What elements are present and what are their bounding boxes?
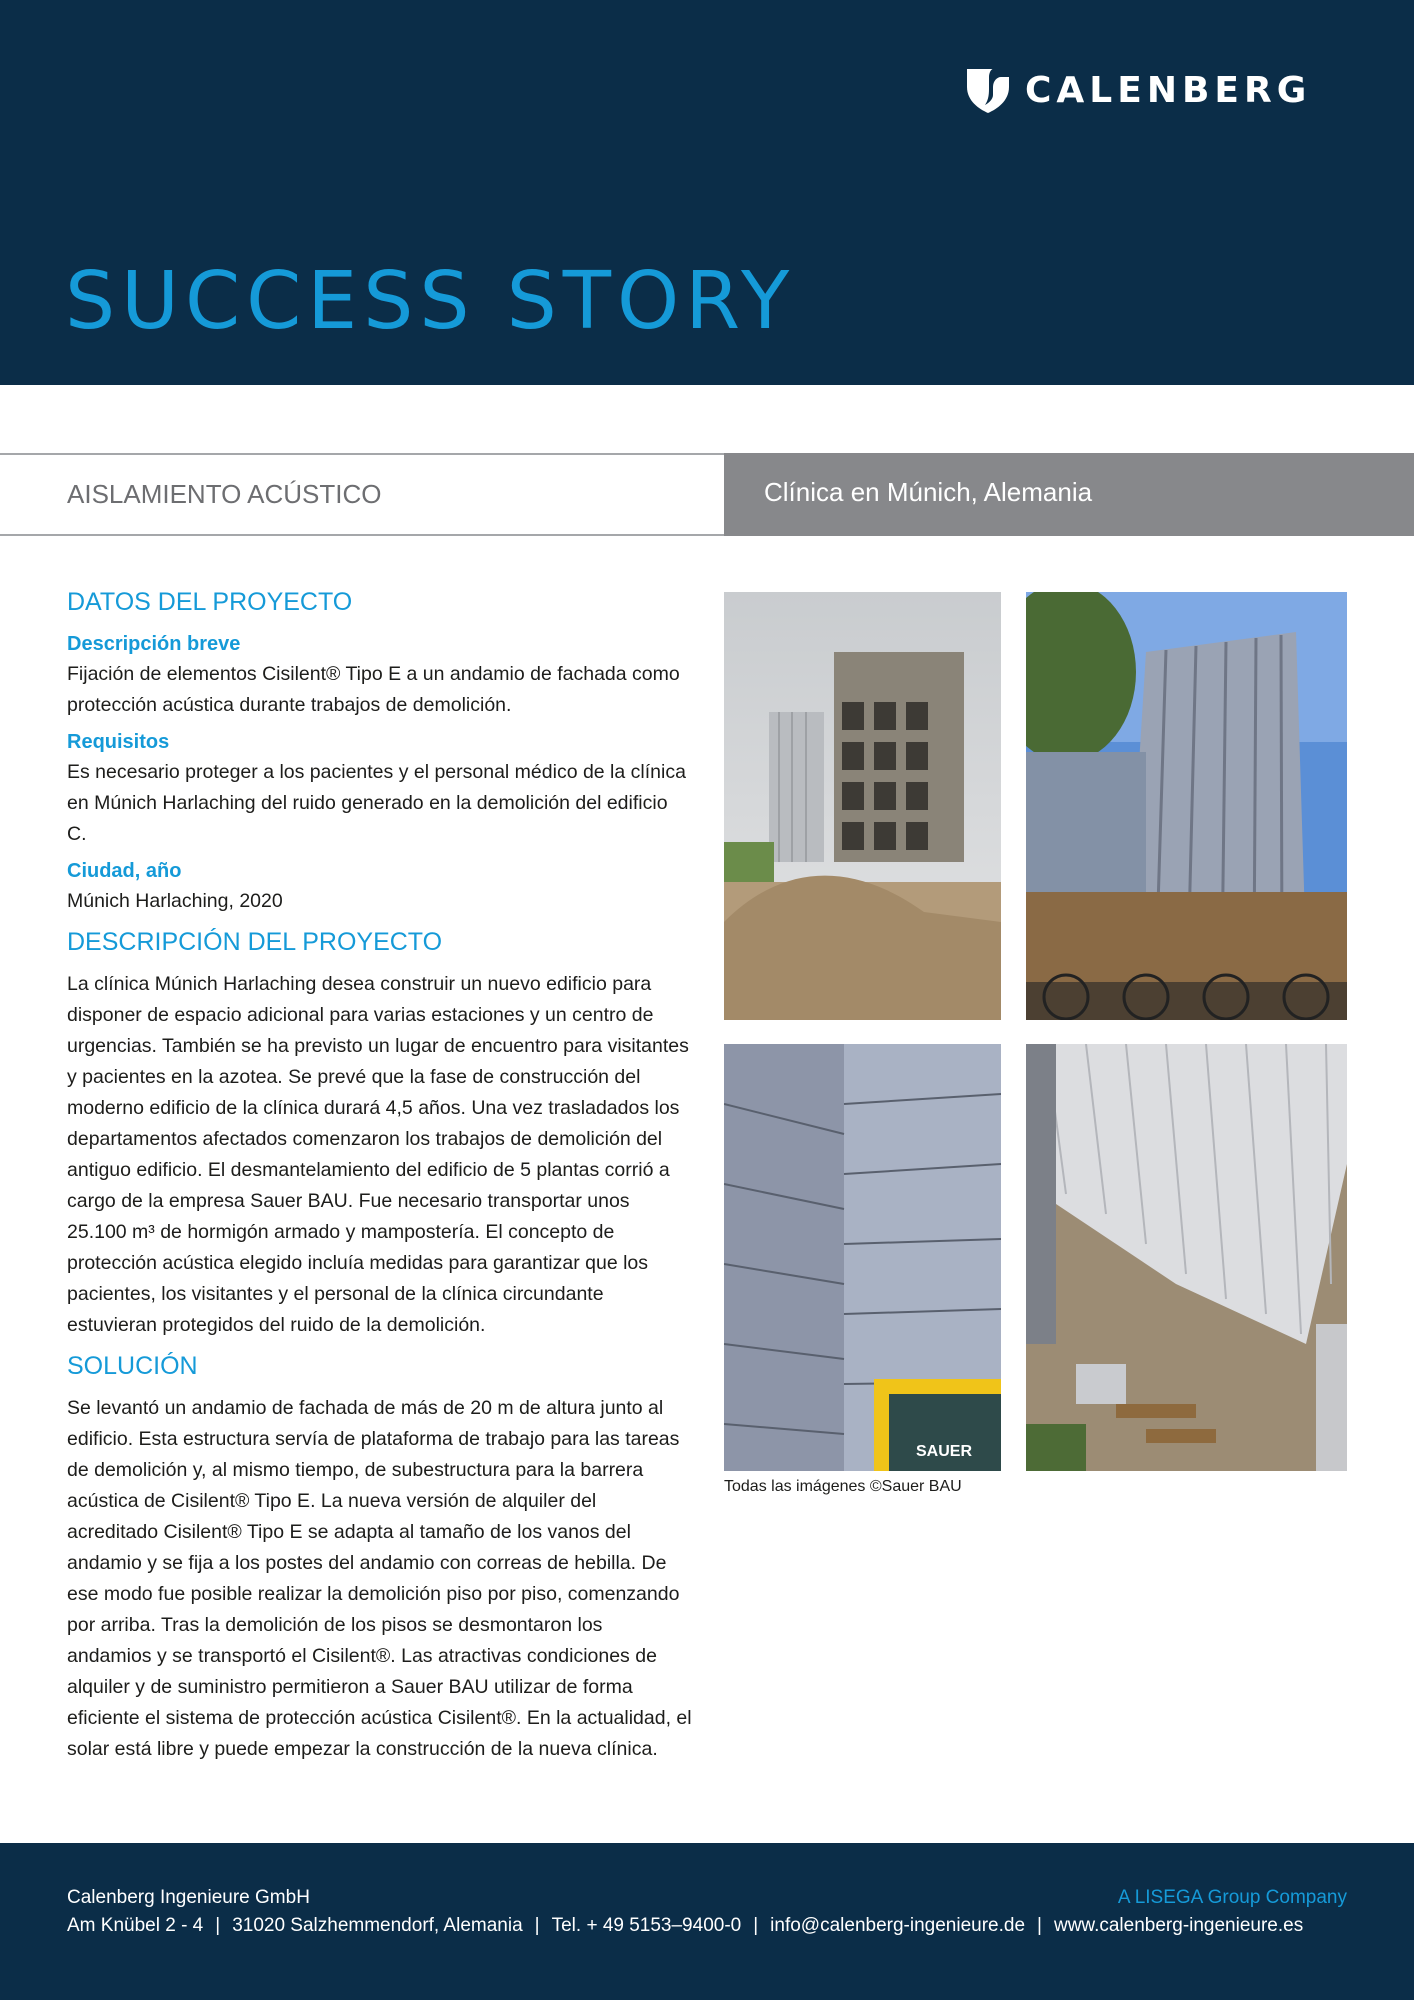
calenberg-logo[interactable] bbox=[963, 64, 1311, 116]
description-text: La clínica Múnich Harlaching desea construir un nuevo edificio para disponer de espacio adicional para varias estaciones y un centro de urgencias. También se ha previsto un lugar de encuentro para visitantes y pacientes en la azotea. Se prevé que la fase de construcción del moderno edificio de la clínica durará 4,5 años. Una vez trasladados los departamentos afectados comenzaron los trabajos de demolición del antiguo edificio. El desmantelamiento del edificio de 5 plantas corrió a cargo de la empresa Sauer BAU. Fue necesario transportar unos 25.100 m³ de hormigón armado y mampostería. El concepto de protección acústica elegido incluía medidas para garantizar que los pacientes, los visitantes y el personal de la clínica circundante estuvieran protegidos del ruido de la demolición. bbox=[67, 973, 689, 1336]
photo-caption: Todas las imágenes ©Sauer BAU bbox=[724, 1478, 962, 1495]
page-title: SUCCESS STORY bbox=[65, 255, 796, 347]
photo-demolition-building bbox=[724, 592, 1001, 1020]
requirements-text: Es necesario proteger a los pacientes y el personal médico de la clínica en Múnich Harlaching del ruido generado en la demolición del edificio C. bbox=[67, 761, 686, 845]
description-section bbox=[67, 925, 692, 1341]
solution-text: Se levantó un andamio de fachada de más de 20 m de altura junto al edificio. Esta estructura servía de plataforma de trabajo para las tareas de demolición y, al mismo tiempo, de subestructura para la barrera acústica de Cisilent® Tipo E. La nueva versión de alquiler del acreditado Cisilent® Tipo E se adapta al tamaño de los vanos del andamio y se fija a los postes del andamio con correas de hebilla. De ese modo fue posible realizar la demolición piso por piso, comenzando por arriba. Tras la demolición de los pisos se desmontaron los andamios y se transportó el Cisilent®. Las atractivas condiciones de alquiler y de suministro permitieron a Sauer BAU utilizar de forma eficiente el sistema de protección acústica Cisilent®. En la actualidad, el solar está libre y puede empezar la construcción de la nueva clínica. bbox=[67, 1397, 692, 1760]
logo-wordmark: CALENBERG bbox=[1025, 69, 1312, 111]
description-heading: DESCRIPCIÓN DEL PROYECTO bbox=[67, 928, 443, 956]
category-band bbox=[0, 453, 1414, 534]
footer-email[interactable]: info@calenberg-ingenieure.de bbox=[770, 1915, 1026, 1936]
solution-heading: SOLUCIÓN bbox=[67, 1352, 198, 1380]
footer-phone[interactable]: Tel. + 49 5153–9400-0 bbox=[551, 1915, 742, 1936]
solution-section bbox=[67, 1349, 692, 1765]
machine-label: SAUER bbox=[916, 1443, 973, 1460]
project-data-section bbox=[67, 585, 692, 917]
category-label: AISLAMIENTO ACÚSTICO bbox=[67, 479, 382, 509]
footer bbox=[0, 1843, 1414, 2000]
photo-covered-walls bbox=[724, 1044, 1001, 1471]
category-box bbox=[0, 453, 724, 536]
footer-city: 31020 Salzhemmendorf, Alemania bbox=[232, 1915, 523, 1936]
requirements-label: Requisitos bbox=[67, 731, 170, 753]
city-text: Múnich Harlaching, 2020 bbox=[67, 890, 283, 912]
footer-street: Am Knübel 2 - 4 bbox=[67, 1915, 204, 1936]
footer-address-line: Am Knübel 2 - 4 | 31020 Salzhemmendorf, Alemania | Tel. + 49 5153–9400-0 | info@calenberg-ingenieure.de | www.calenberg-ingenieure.es bbox=[67, 1915, 1304, 1936]
footer-group-link[interactable]: A LISEGA Group Company bbox=[1117, 1887, 1347, 1908]
text-column bbox=[67, 585, 692, 1773]
location-box bbox=[724, 453, 1414, 536]
footer-company: Calenberg Ingenieure GmbH bbox=[67, 1887, 310, 1908]
city-label: Ciudad, año bbox=[67, 860, 182, 882]
footer-website[interactable]: www.calenberg-ingenieure.es bbox=[1053, 1915, 1304, 1936]
short-desc-text: Fijación de elementos Cisilent® Tipo E a un andamio de fachada como protección acústica durante trabajos de demolición. bbox=[67, 663, 680, 716]
location-label: Clínica en Múnich, Alemania bbox=[764, 477, 1093, 507]
photo-scaffold-aerial bbox=[1026, 1044, 1347, 1471]
short-desc-label: Descripción breve bbox=[67, 633, 241, 655]
project-data-heading: DATOS DEL PROYECTO bbox=[67, 588, 353, 616]
photo-covered-facade bbox=[1026, 592, 1347, 1020]
header-banner bbox=[0, 0, 1414, 385]
shield-logo-icon bbox=[963, 65, 1013, 115]
